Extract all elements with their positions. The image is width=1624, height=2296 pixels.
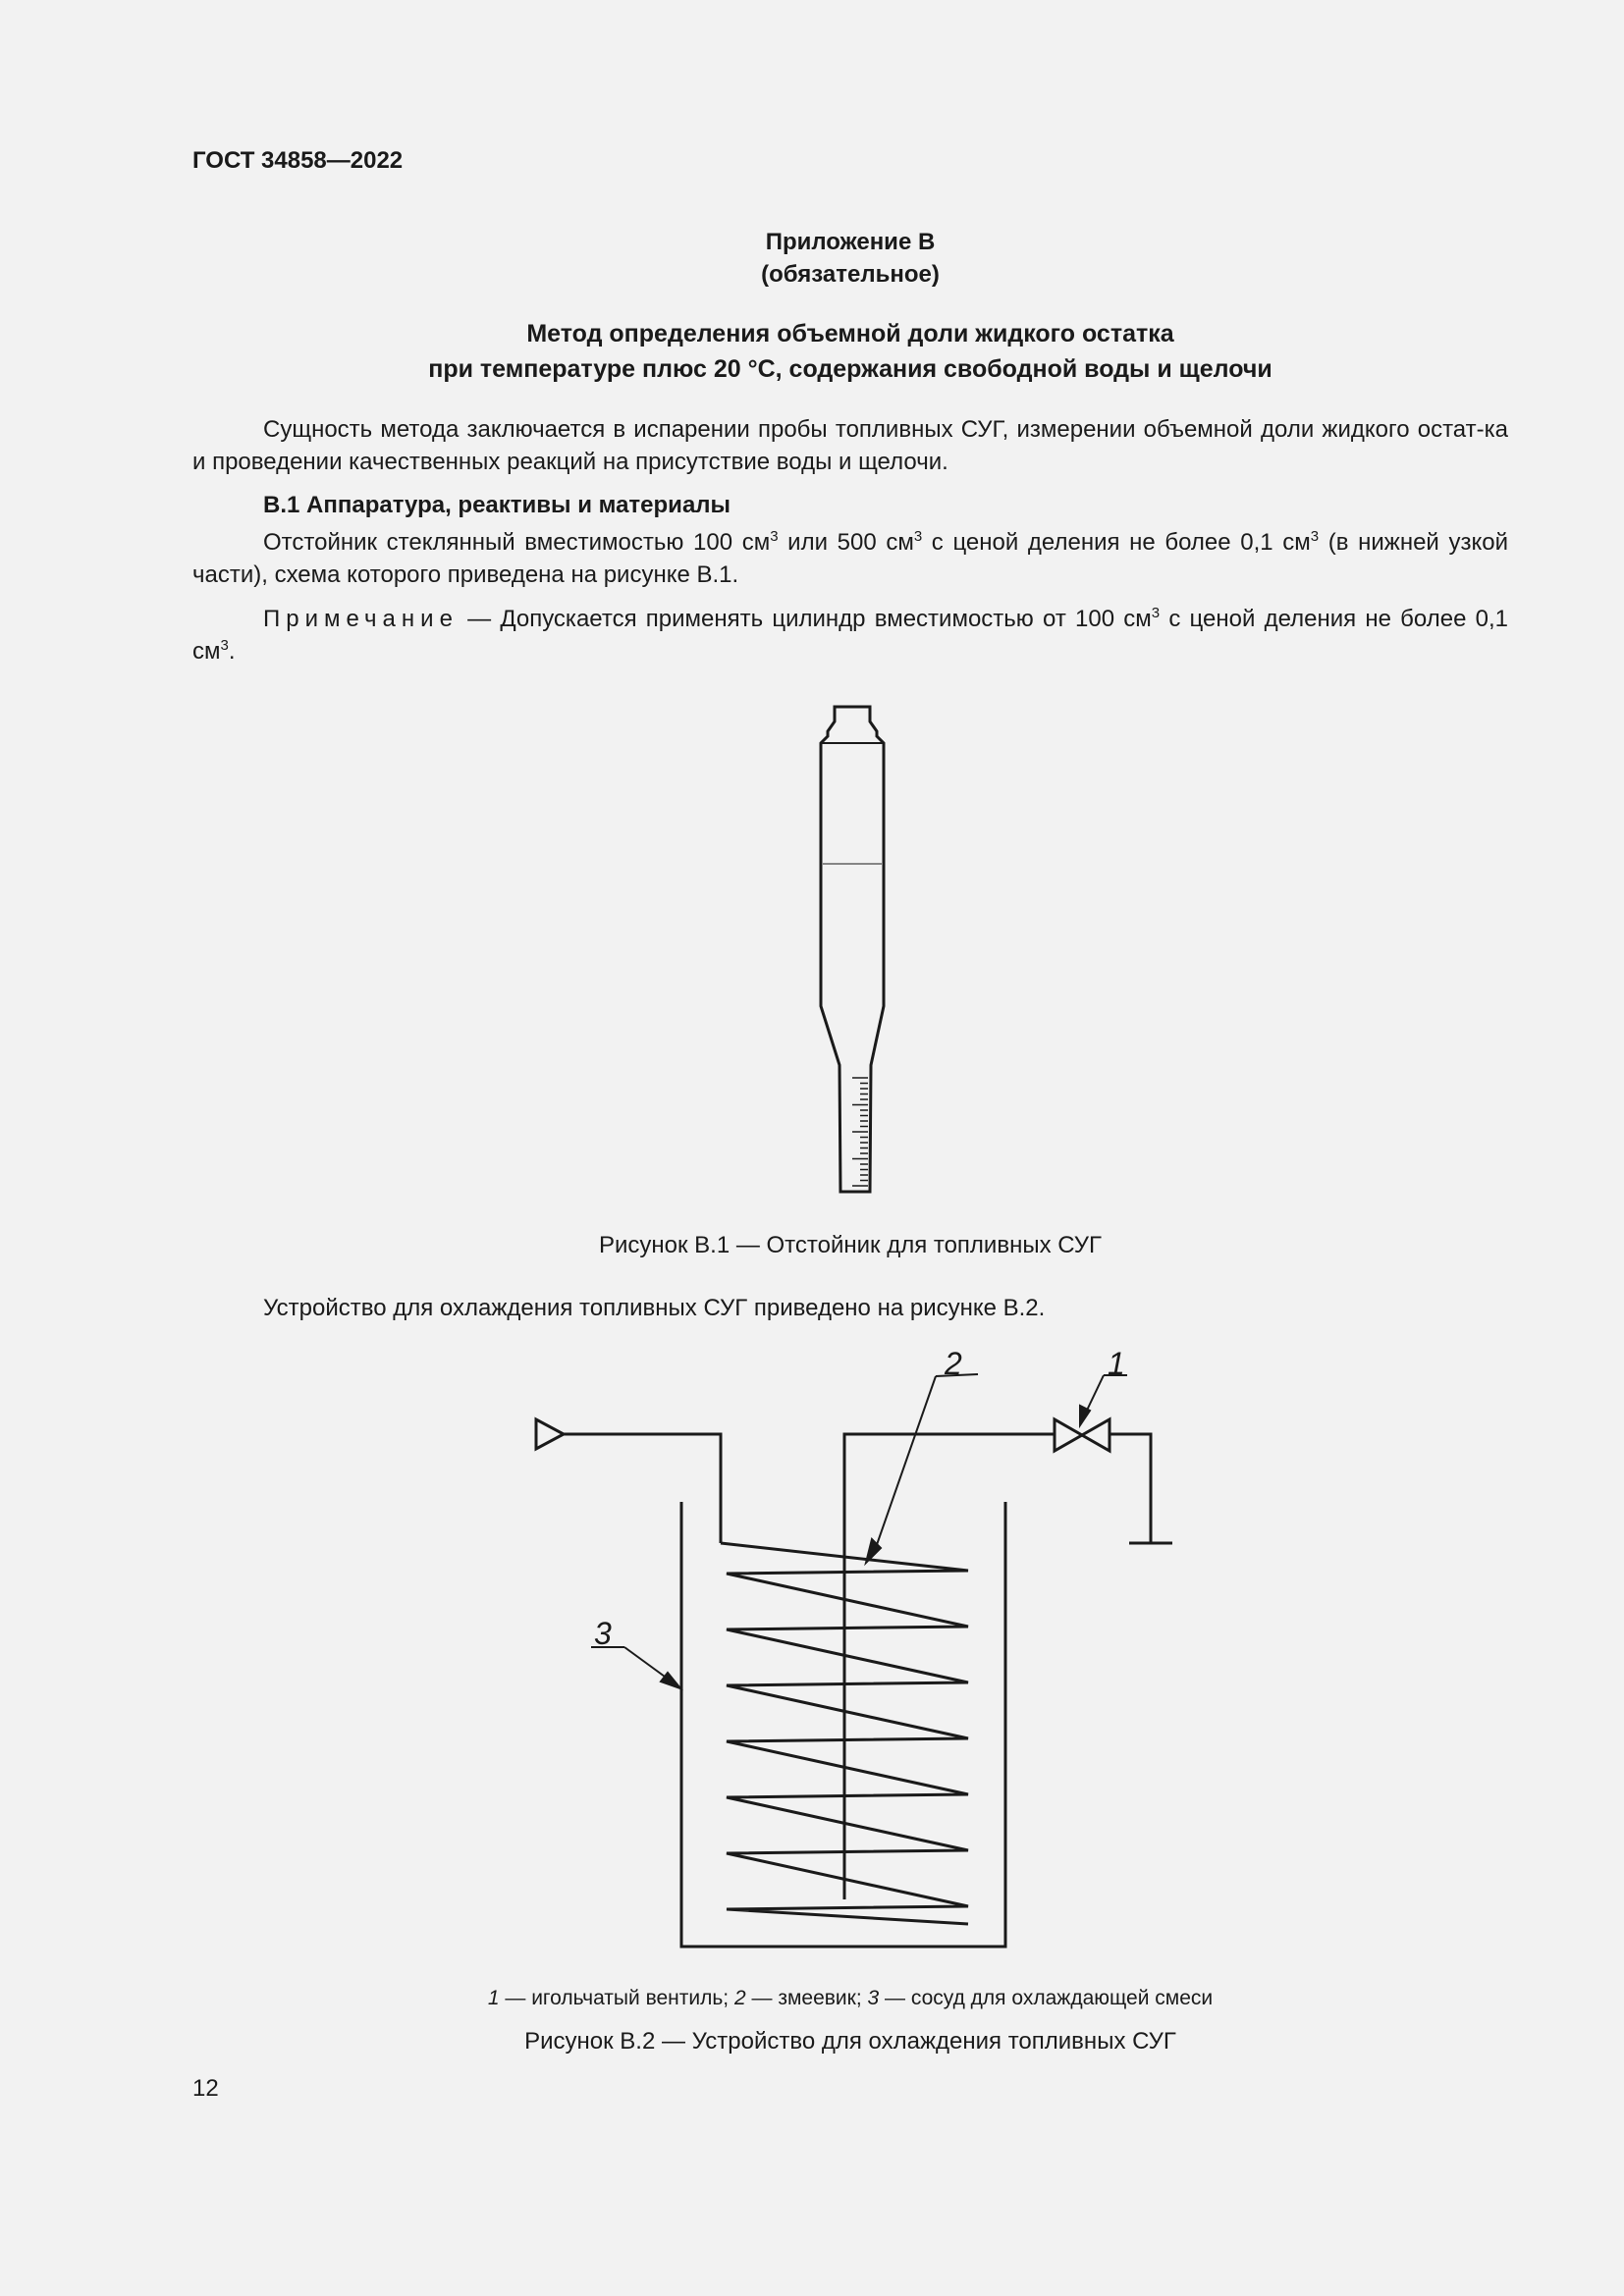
figure-b1-caption: Рисунок В.1 — Отстойник для топливных СУГ xyxy=(598,1232,1103,1258)
valve-left-icon xyxy=(1055,1419,1082,1451)
method-title-line-2: при температуре плюс 20 °С, содержания свободной воды и щелочи xyxy=(428,355,1272,383)
page-number: 12 xyxy=(192,2075,219,2102)
note-label: Примечание xyxy=(263,606,459,632)
figure-b2-caption: Рисунок В.2 — Устройство для охлаждения топливных СУГ xyxy=(524,2028,1176,2055)
callout-2: 2 xyxy=(945,1346,962,1381)
intro-paragraph: Сущность метода заключается в испарении пробы топливных СУГ, измерении объемной доли жидкого остат-ка и проведении качественных реакций на присутствие воды и щелочи. xyxy=(192,416,1508,475)
standard-designation: ГОСТ 34858—2022 xyxy=(192,147,404,174)
callout-3: 3 xyxy=(594,1616,612,1651)
note-paragraph: Примечание — Допускается применять цилиндр вместимостью от 100 $см^3$ с ценой деления не более 0,1 $см^3$. xyxy=(192,605,1508,665)
appendix-status: (обязательное) xyxy=(761,261,940,288)
method-title-line-1: Метод определения объемной доли жидкого остатка xyxy=(526,320,1174,347)
section-heading: В.1 Аппаратура, реактивы и материалы xyxy=(263,492,731,518)
settler-paragraph: Отстойник стеклянный вместимостью 100 $см^3$ или 500 $см^3$ с ценой деления не более 0,1 $см^3$ (в нижней узкой части), схема которого приведена на рисунке В.1. xyxy=(192,528,1508,588)
appendix-label: Приложение В xyxy=(765,229,936,255)
valve-right-icon xyxy=(1082,1419,1110,1451)
inlet-arrow-icon xyxy=(536,1419,564,1449)
cooling-paragraph: Устройство для охлаждения топливных СУГ приведено на рисунке В.2. xyxy=(263,1295,1046,1321)
figure-b2-legend: 1 — игольчатый вентиль; 2 — змеевик; 3 — сосуд для охлаждающей смеси xyxy=(487,1987,1214,2009)
callout-1: 1 xyxy=(1108,1346,1125,1381)
